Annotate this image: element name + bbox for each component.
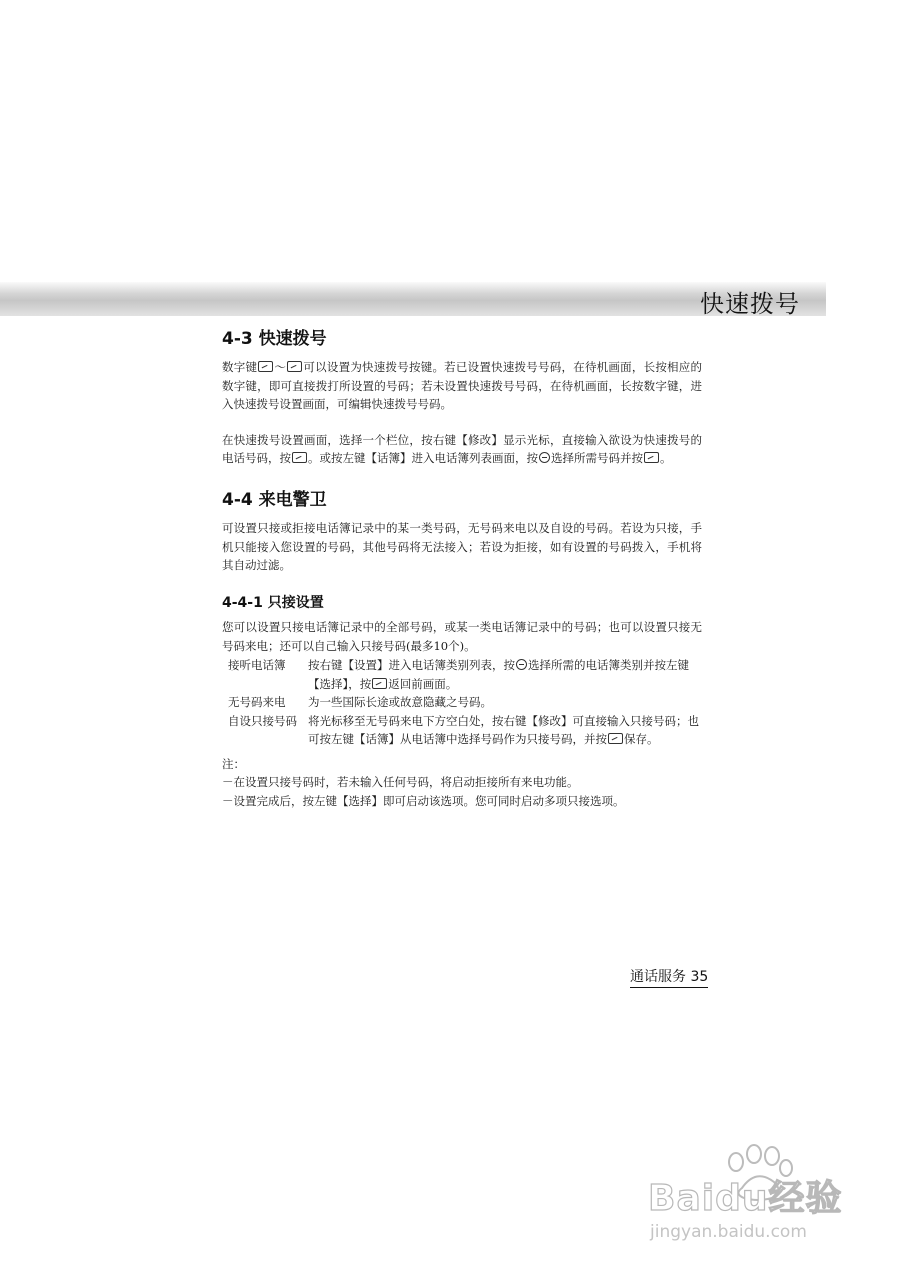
notes-label: 注： [222,756,245,771]
number-key-icon [258,361,273,372]
section-heading-4-4-1: 4-4-1 只接设置 [222,595,324,611]
watermark [640,1142,860,1252]
send-key-icon [644,452,659,463]
note-line: －在设置只接号码时，若未输入任何号码，将启动拒接所有来电功能。 [222,775,579,789]
definition-description: 按右键【设置】进入电话簿类别列表，按 选择所需的电话簿类别并按左键【选择】，按 返回前画面。 [308,658,689,691]
chapter-title: 快速拨号 [700,290,800,318]
send-key-icon [292,452,307,463]
definition-term: 接听电话簿 [228,658,286,672]
note-line: －设置完成后，按左键【选择】即可启动该选项。您可同时启动多项只接选项。 [222,793,625,808]
section-heading-4-3: 4-3 快速拨号 [222,329,327,349]
number-key-icon [287,361,302,372]
paragraph-4-4-1-intro: 您可以设置只接电话簿记录中的全部号码，或某一类电话簿记录中的号码；也可以设置只接无号码来电；还可以自己输入只接号码(最多10个)。 [222,620,702,653]
section-4-3 [222,326,702,468]
section-4-4 [222,487,702,575]
navigation-key-icon [516,659,527,670]
watermark-url: jingyan.baidu.com [650,1222,807,1242]
definition-row [222,712,702,749]
send-key-icon [372,678,387,689]
definition-description: 为一些国际长途或故意隐藏之号码。 [308,695,492,709]
definition-row [222,693,702,712]
definition-list [222,656,702,749]
paragraph-4-3-1: 数字键 ～ 可以设置为快速拨号按键。若已设置快速拨号号码，在待机画面，长按相应的数字键，即可直接拨打所设置的号码；若未设置快速拨号号码，在待机画面，长按数字键，进入快速拨号设置画面，可编辑快速拨号号码。 [222,360,703,411]
navigation-key-icon [539,452,550,463]
notes-block [222,755,702,811]
send-key-icon [608,733,623,744]
page-footer: 通话服务 35 [630,966,708,988]
watermark-logo: Baidu经验 [648,1178,843,1219]
definition-description: 将光标移至无号码来电下方空白处，按右键【修改】可直接输入只接号码；也可按左键【话簿】从电话簿中选择号码作为只接号码，并按 保存。 [308,713,699,746]
section-4-4-1 [222,592,702,810]
paragraph-4-4-1: 可设置只接或拒接电话簿记录中的某一类号码，无号码来电以及自设的号码。若设为只接，手机只能接入您设置的号码，其他号码将无法接入；若设为拒接，如有设置的号码拨入，手机将其自动过滤。 [222,521,702,572]
paragraph-4-3-2: 在快速拨号设置画面，选择一个栏位，按右键【修改】显示光标，直接输入欲设为快速拨号的电话号码，按 。或按左键【话簿】进入电话簿列表画面，按 选择所需号码并按 。 [222,432,702,465]
definition-row [222,656,702,693]
definition-term: 无号码来电 [228,695,286,709]
section-heading-4-4: 4-4 来电警卫 [222,490,327,510]
definition-term: 自设只接号码 [228,713,297,728]
